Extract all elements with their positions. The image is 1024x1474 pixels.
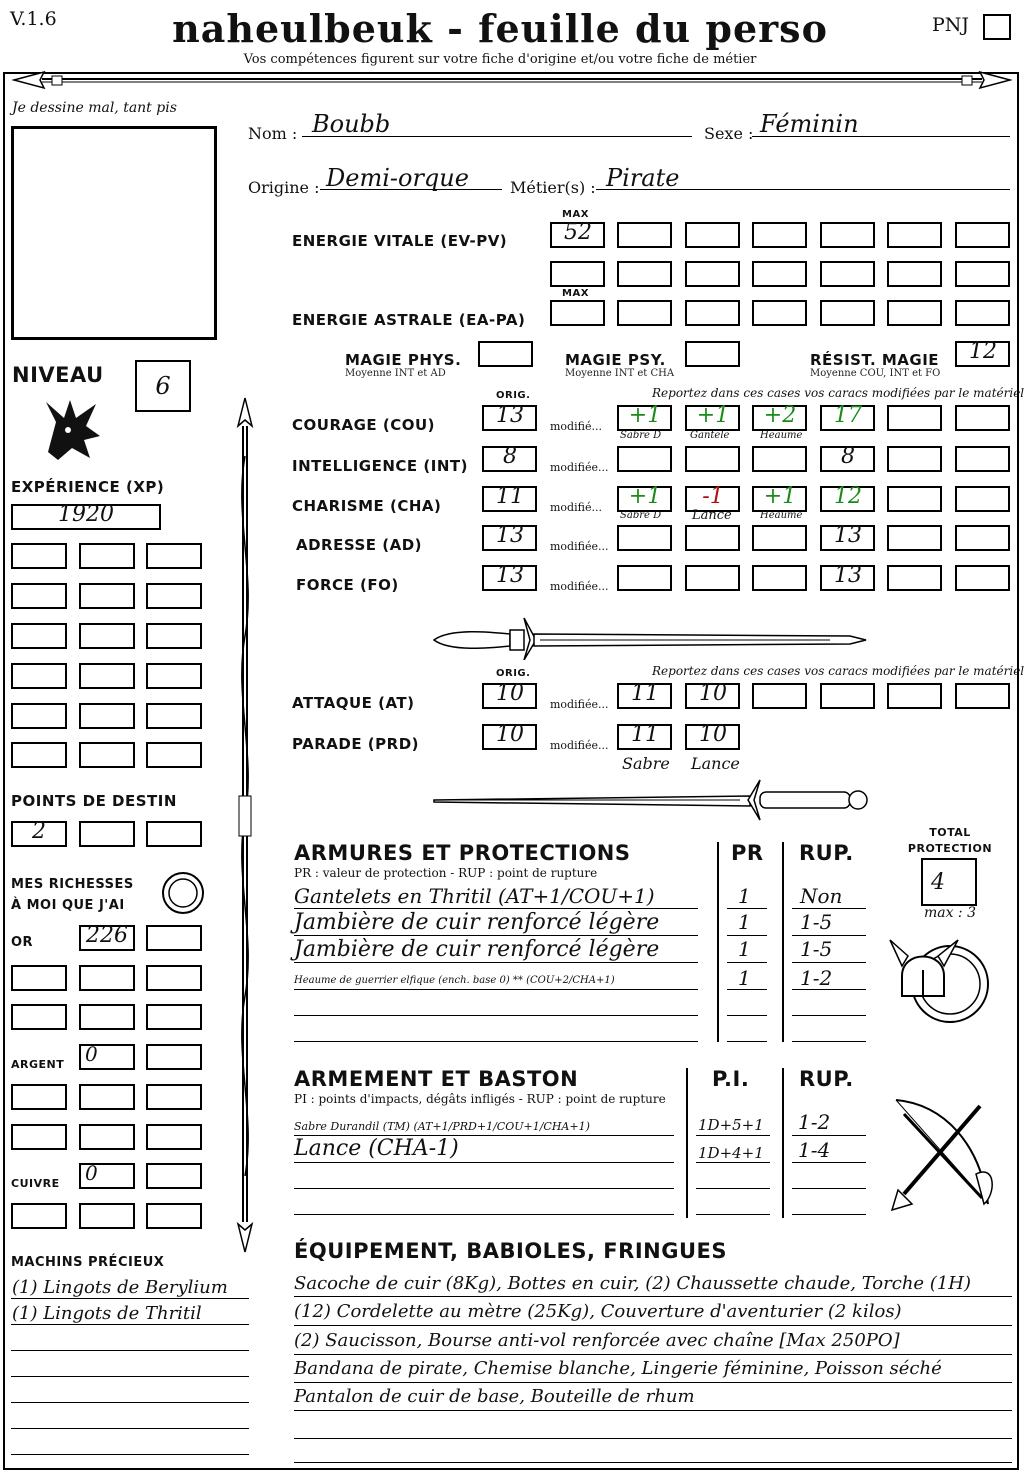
armure-rup[interactable]: Non (800, 884, 843, 908)
ev-box[interactable] (617, 222, 672, 248)
arme-line (792, 1162, 866, 1163)
combat-orig-label: ORIG. (496, 668, 531, 679)
armure-line (294, 1015, 698, 1016)
arme-line (696, 1135, 770, 1136)
equipement-rule (294, 1410, 1012, 1411)
cou-mod-box[interactable] (617, 405, 672, 431)
cha-orig-box[interactable] (482, 486, 537, 512)
armure-line (727, 989, 767, 990)
precieux-item[interactable]: (1) Lingots de Berylium (12, 1277, 228, 1298)
cou-modif-label: modifié... (550, 420, 602, 433)
int-mod-box[interactable] (685, 446, 740, 472)
fo-final-box[interactable] (820, 565, 875, 591)
argent-label: ARGENT (11, 1058, 65, 1071)
total-label: TOTAL (929, 826, 971, 839)
armure-rup[interactable]: 1-5 (800, 937, 833, 961)
ea-box[interactable] (752, 300, 807, 326)
vertical-spear-icon (230, 396, 260, 1254)
equipement-rule (294, 1462, 1012, 1463)
cha-final-value: 12 (834, 484, 862, 509)
at-mod-box[interactable] (617, 683, 672, 709)
armures-rup-header: RUP. (799, 841, 854, 865)
argent-box[interactable] (146, 1044, 202, 1070)
fo-label: FORCE (FO) (296, 576, 399, 594)
weapon-caption: Sabre (622, 754, 670, 773)
precieux-line (11, 1402, 249, 1403)
xp-extra-box[interactable] (11, 663, 67, 689)
cou-caption: Gantele (690, 430, 730, 441)
armure-name[interactable]: Heaume de guerrier elfique (ench. base 0) ** (COU+2/CHA+1) (294, 975, 615, 986)
armure-line (727, 962, 767, 963)
combat-note: Reportez dans ces cases vos caracs modifiées par le matériel (652, 664, 1024, 678)
niveau-value: 6 (155, 372, 171, 400)
portrait-box[interactable] (11, 126, 217, 340)
xp-extra-box[interactable] (146, 703, 202, 729)
armure-line (727, 1015, 767, 1016)
fo-final-value: 13 (834, 563, 862, 588)
armure-name[interactable]: Jambière de cuir renforcé légère (294, 910, 660, 935)
dragon-icon (38, 392, 108, 464)
argent-box[interactable] (79, 1124, 135, 1150)
ad-orig-value: 13 (496, 523, 524, 548)
coin-icon (160, 870, 206, 916)
total-protection-value: 4 (931, 870, 945, 895)
armement-col-divider (686, 1068, 688, 1218)
cou-mod-box[interactable] (685, 405, 740, 431)
armures-sub: PR : valeur de protection - RUP : point de rupture (294, 866, 598, 880)
at-mod-box[interactable] (955, 683, 1010, 709)
at-mod-box[interactable] (820, 683, 875, 709)
at-mod-box[interactable] (752, 683, 807, 709)
equipement-rule (294, 1296, 1012, 1297)
destin-box[interactable] (11, 821, 67, 847)
fo-mod-box[interactable] (752, 565, 807, 591)
magie-phys-box[interactable] (478, 341, 533, 367)
or-box[interactable] (79, 925, 135, 951)
prd-orig-value: 10 (496, 722, 524, 747)
sexe-label: Sexe : (704, 124, 754, 143)
at-modif-label: modifiée... (550, 698, 609, 711)
metier-label: Métier(s) : (510, 178, 596, 197)
int-orig-value: 8 (503, 444, 517, 469)
cou-final-value: 17 (834, 403, 862, 428)
cuivre-box[interactable] (79, 1203, 135, 1229)
or-box[interactable] (79, 965, 135, 991)
equipement-rule (294, 1382, 1012, 1383)
ev-box[interactable] (685, 261, 740, 287)
int-mod-box[interactable] (887, 446, 942, 472)
armures-col-divider (717, 842, 719, 1042)
armure-line (294, 989, 698, 990)
ea-box[interactable] (685, 300, 740, 326)
xp-extra-box[interactable] (146, 663, 202, 689)
cha-mod-box[interactable] (887, 486, 942, 512)
or-value: 226 (86, 923, 128, 948)
arme-line (792, 1188, 866, 1189)
helmet-shield-icon (888, 926, 998, 1034)
argent-value: 0 (85, 1042, 98, 1066)
precieux-line (11, 1428, 249, 1429)
weapons-icon (884, 1094, 1002, 1214)
cou-label: COURAGE (COU) (292, 416, 436, 434)
int-mod-box[interactable] (752, 446, 807, 472)
precieux-line (11, 1454, 249, 1455)
int-final-box[interactable] (820, 446, 875, 472)
or-label: OR (11, 935, 34, 950)
niveau-label: NIVEAU (12, 363, 104, 387)
pnj-checkbox[interactable] (983, 14, 1011, 40)
ad-mod-box[interactable] (685, 525, 740, 551)
fo-orig-box[interactable] (482, 565, 537, 591)
portrait-caption: Je dessine mal, tant pis (12, 100, 177, 116)
armure-line (294, 908, 698, 909)
cou-mod-box[interactable] (955, 405, 1010, 431)
ad-mod-box[interactable] (955, 525, 1010, 551)
cha-mod-value: -1 (702, 484, 724, 509)
destin-box[interactable] (146, 821, 202, 847)
int-mod-box[interactable] (955, 446, 1010, 472)
ev-box[interactable] (887, 261, 942, 287)
precieux-line (11, 1376, 249, 1377)
magie-phys-sub: Moyenne INT et AD (345, 368, 446, 379)
cou-mod-box[interactable] (887, 405, 942, 431)
argent-box[interactable] (11, 1124, 67, 1150)
armure-rup[interactable]: 1-2 (800, 966, 833, 990)
argent-box[interactable] (146, 1124, 202, 1150)
armure-pr[interactable]: 1 (738, 966, 751, 990)
magie-psy-box[interactable] (685, 341, 740, 367)
int-orig-box[interactable] (482, 446, 537, 472)
armure-line (792, 908, 866, 909)
armures-col-divider (782, 842, 784, 1042)
xp-extra-box[interactable] (11, 543, 67, 569)
xp-extra-box[interactable] (11, 623, 67, 649)
armure-line (792, 935, 866, 936)
armure-line (727, 935, 767, 936)
cuivre-box[interactable] (79, 1163, 135, 1189)
ev-box[interactable] (887, 222, 942, 248)
at-orig-value: 10 (496, 681, 524, 706)
xp-extra-box[interactable] (11, 583, 67, 609)
cou-mod-value: +2 (763, 403, 797, 428)
ev-max-box[interactable] (550, 222, 605, 248)
cuivre-box[interactable] (146, 1163, 202, 1189)
ea-max-box[interactable] (550, 300, 605, 326)
arme-pi[interactable]: 1D+5+1 (698, 1116, 764, 1134)
sheet-subtitle: Vos compétences figurent sur votre fiche d'origine et/ou votre fiche de métier (243, 52, 757, 67)
max-note: max : 3 (923, 905, 977, 921)
ad-final-box[interactable] (820, 525, 875, 551)
sexe-value[interactable]: Féminin (760, 110, 859, 138)
ev-max-label: MAX (562, 209, 589, 220)
version-label: V.1.6 (10, 8, 57, 30)
cha-caption: Heaume (760, 510, 803, 521)
arme-line (294, 1162, 674, 1163)
cuivre-value: 0 (85, 1161, 98, 1185)
resist-value: 12 (969, 339, 997, 364)
arme-line (696, 1214, 770, 1215)
at-mod-box[interactable] (685, 683, 740, 709)
cuivre-label: CUIVRE (11, 1177, 60, 1190)
ev-box[interactable] (752, 261, 807, 287)
weapon-caption: Lance (691, 754, 740, 773)
cha-mod-value: +1 (628, 484, 662, 509)
prd-mod-box[interactable] (685, 724, 740, 750)
pnj-label: PNJ (932, 14, 970, 36)
at-mod-box[interactable] (887, 683, 942, 709)
armures-title: ARMURES ET PROTECTIONS (294, 841, 631, 865)
ad-modif-label: modifiée... (550, 540, 609, 553)
destin-label: POINTS DE DESTIN (11, 792, 177, 810)
xp-value: 1920 (58, 502, 114, 527)
arme-line (696, 1162, 770, 1163)
armement-title: ARMEMENT ET BASTON (294, 1067, 579, 1091)
cuivre-box[interactable] (146, 1203, 202, 1229)
armure-line (727, 1041, 767, 1042)
armure-line (792, 1041, 866, 1042)
xp-extra-box[interactable] (79, 543, 135, 569)
arme-name[interactable]: Lance (CHA-1) (294, 1136, 459, 1161)
cou-final-box[interactable] (820, 405, 875, 431)
cha-caption: Sabre D (620, 510, 662, 521)
precieux-label: MACHINS PRÉCIEUX (11, 1255, 165, 1270)
destin-box[interactable] (79, 821, 135, 847)
nom-value[interactable]: Boubb (312, 110, 391, 138)
precieux-line (11, 1298, 249, 1299)
armure-pr[interactable]: 1 (738, 884, 751, 908)
fo-mod-box[interactable] (955, 565, 1010, 591)
int-modif-label: modifiée... (550, 461, 609, 474)
armure-line (727, 908, 767, 909)
int-final-value: 8 (841, 444, 855, 469)
magie-psy-sub: Moyenne INT et CHA (565, 368, 675, 379)
precieux-line (11, 1324, 249, 1325)
at-mod-value: 10 (699, 681, 727, 706)
ev-box[interactable] (550, 261, 605, 287)
niveau-box[interactable] (135, 360, 191, 412)
xp-extra-box[interactable] (79, 663, 135, 689)
equipement-line[interactable]: (12) Cordelette au mètre (25Kg), Couverture d'aventurier (2 kilos) (294, 1301, 902, 1322)
cha-modif-label: modifié... (550, 501, 602, 514)
cou-caption: Sabre D (620, 430, 662, 441)
armure-line (294, 935, 698, 936)
ea-label: ENERGIE ASTRALE (EA-PA) (292, 311, 526, 329)
xp-extra-box[interactable] (11, 742, 67, 768)
xp-extra-box[interactable] (79, 583, 135, 609)
int-mod-box[interactable] (617, 446, 672, 472)
arme-line (294, 1214, 674, 1215)
equipement-rule (294, 1325, 1012, 1326)
cou-caption: Heaume (760, 430, 803, 441)
fo-mod-box[interactable] (685, 565, 740, 591)
resist-sub: Moyenne COU, INT et FO (810, 368, 941, 379)
sword-icon (430, 614, 870, 660)
ev-box[interactable] (820, 222, 875, 248)
ev-box[interactable] (955, 222, 1010, 248)
arme-line (696, 1188, 770, 1189)
armure-line (294, 962, 698, 963)
ad-label: ADRESSE (AD) (296, 536, 423, 554)
cha-caption: Lance (692, 508, 732, 523)
armure-rup[interactable]: 1-5 (800, 910, 833, 934)
metier-value[interactable]: Pirate (606, 164, 680, 192)
ev-box[interactable] (617, 261, 672, 287)
cha-orig-value: 11 (496, 484, 524, 509)
prd-modif-label: modifiée... (550, 739, 609, 752)
armure-pr[interactable]: 1 (738, 937, 751, 961)
caracs-note: Reportez dans ces cases vos caracs modifiées par le matériel (652, 386, 1024, 400)
destin-value: 2 (32, 819, 46, 844)
equipement-line[interactable]: Bandana de pirate, Chemise blanche, Lingerie féminine, Poisson séché (294, 1358, 942, 1379)
sword-icon (430, 778, 870, 822)
ea-box[interactable] (955, 300, 1010, 326)
or-box[interactable] (146, 925, 202, 951)
armure-pr[interactable]: 1 (738, 910, 751, 934)
richesses-label: MES RICHESSES (11, 877, 134, 892)
magie-psy-label: MAGIE PSY. (565, 351, 666, 369)
equipement-rule (294, 1354, 1012, 1355)
or-box[interactable] (11, 965, 67, 991)
arme-name[interactable]: Sabre Durandil (TM) (AT+1/PRD+1/COU+1/CHA+1) (294, 1120, 590, 1133)
xp-extra-box[interactable] (79, 623, 135, 649)
equipement-line[interactable]: Pantalon de cuir de base, Bouteille de rhum (294, 1386, 695, 1407)
fo-mod-box[interactable] (887, 565, 942, 591)
xp-extra-box[interactable] (146, 543, 202, 569)
ea-box[interactable] (887, 300, 942, 326)
arme-rup[interactable]: 1-4 (798, 1138, 831, 1162)
fo-mod-box[interactable] (617, 565, 672, 591)
xp-extra-box[interactable] (146, 623, 202, 649)
resist-box[interactable] (955, 341, 1010, 367)
ev-box[interactable] (685, 222, 740, 248)
equipement-line[interactable]: (2) Saucisson, Bourse anti-vol renforcée avec chaîne [Max 250PO] (294, 1330, 900, 1351)
ad-orig-box[interactable] (482, 525, 537, 551)
xp-box[interactable] (11, 504, 161, 530)
fo-modif-label: modifiée... (550, 580, 609, 593)
ad-final-value: 13 (834, 523, 862, 548)
cha-mod-value: +1 (763, 484, 797, 509)
cha-mod-box[interactable] (617, 486, 672, 512)
ev-box[interactable] (820, 261, 875, 287)
total-protection-box[interactable] (921, 858, 977, 906)
fo-orig-value: 13 (496, 563, 524, 588)
prd-mod-value: 10 (699, 722, 727, 747)
pr-header: PR (731, 841, 764, 865)
ea-max-label: MAX (562, 288, 589, 299)
cha-final-box[interactable] (820, 486, 875, 512)
arme-rup[interactable]: 1-2 (798, 1110, 831, 1134)
xp-extra-box[interactable] (146, 742, 202, 768)
armure-line (294, 1041, 698, 1042)
prd-mod-box[interactable] (617, 724, 672, 750)
cha-mod-box[interactable] (752, 486, 807, 512)
cou-orig-box[interactable] (482, 405, 537, 431)
origine-value[interactable]: Demi-orque (326, 164, 469, 192)
arme-pi[interactable]: 1D+4+1 (698, 1144, 764, 1162)
armement-sub: PI : points d'impacts, dégâts infligés - RUP : point de rupture (294, 1092, 666, 1106)
or-box[interactable] (11, 1004, 67, 1030)
equipement-title: ÉQUIPEMENT, BABIOLES, FRINGUES (294, 1239, 727, 1263)
nom-label: Nom : (248, 124, 298, 143)
ad-mod-box[interactable] (617, 525, 672, 551)
xp-extra-box[interactable] (146, 583, 202, 609)
or-box[interactable] (146, 965, 202, 991)
total-label-2: PROTECTION (907, 842, 993, 855)
xp-label: EXPÉRIENCE (XP) (11, 478, 165, 496)
magie-phys-label: MAGIE PHYS. (345, 351, 462, 369)
cou-mod-value: +1 (628, 403, 662, 428)
armure-name[interactable]: Gantelets en Thritil (AT+1/COU+1) (294, 884, 655, 908)
ad-mod-box[interactable] (752, 525, 807, 551)
armement-rup-header: RUP. (799, 1067, 854, 1091)
ev-label: ENERGIE VITALE (EV-PV) (292, 232, 508, 250)
origine-label: Origine : (248, 178, 320, 197)
ev-box[interactable] (752, 222, 807, 248)
ea-box[interactable] (617, 300, 672, 326)
xp-extra-box[interactable] (79, 742, 135, 768)
pi-header: P.I. (712, 1067, 750, 1091)
int-label: INTELLIGENCE (INT) (292, 457, 468, 475)
cou-mod-box[interactable] (752, 405, 807, 431)
xp-extra-box[interactable] (79, 703, 135, 729)
precieux-item[interactable]: (1) Lingots de Thritil (12, 1303, 202, 1324)
xp-extra-box[interactable] (11, 703, 67, 729)
prd-orig-box[interactable] (482, 724, 537, 750)
or-box[interactable] (146, 1004, 202, 1030)
richesses-label-2: À MOI QUE J'AI (11, 898, 125, 913)
argent-box[interactable] (79, 1084, 135, 1110)
cou-orig-value: 13 (496, 403, 524, 428)
ad-mod-box[interactable] (887, 525, 942, 551)
cuivre-box[interactable] (11, 1203, 67, 1229)
at-mod-value: 11 (631, 681, 659, 706)
equipement-line[interactable]: Sacoche de cuir (8Kg), Bottes en cuir, (2) Chaussette chaude, Torche (1H) (294, 1273, 971, 1294)
argent-box[interactable] (79, 1044, 135, 1070)
ev-max-value: 52 (564, 220, 592, 245)
arme-line (294, 1188, 674, 1189)
armure-name[interactable]: Jambière de cuir renforcé légère (294, 937, 660, 962)
or-box[interactable] (79, 1004, 135, 1030)
armure-line (792, 962, 866, 963)
argent-box[interactable] (11, 1084, 67, 1110)
cha-label: CHARISME (CHA) (292, 497, 442, 515)
cha-mod-box[interactable] (955, 486, 1010, 512)
prd-label: PARADE (PRD) (292, 735, 420, 753)
cou-mod-value: +1 (696, 403, 730, 428)
equipement-rule (294, 1438, 1012, 1439)
precieux-line (11, 1350, 249, 1351)
prd-mod-value: 11 (631, 722, 659, 747)
armure-line (792, 989, 866, 990)
at-label: ATTAQUE (AT) (292, 694, 415, 712)
orig-label: ORIG. (496, 390, 531, 401)
ev-box[interactable] (955, 261, 1010, 287)
resist-label: RÉSIST. MAGIE (810, 351, 940, 369)
arme-line (792, 1214, 866, 1215)
at-orig-box[interactable] (482, 683, 537, 709)
arme-line (792, 1135, 866, 1136)
sheet-title: naheulbeuk - feuille du perso (172, 6, 828, 51)
ea-box[interactable] (820, 300, 875, 326)
argent-box[interactable] (146, 1084, 202, 1110)
armement-col-divider (782, 1068, 784, 1218)
spear-divider (12, 68, 1012, 90)
armure-line (792, 1015, 866, 1016)
